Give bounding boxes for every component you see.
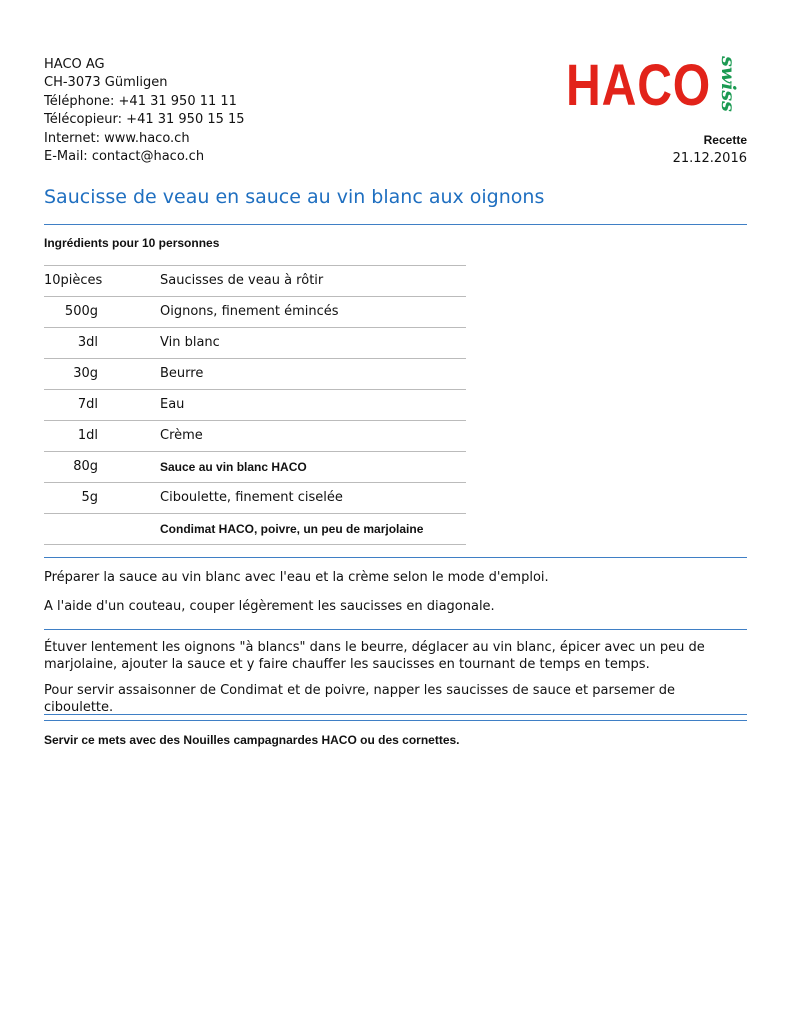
ingredient-name: Condimat HACO, poivre, un peu de marjolaine (160, 522, 424, 536)
ingredient-quantity: 5g (81, 490, 98, 505)
ingredient-quantity: 1dl (77, 428, 98, 443)
company-fax: Télécopieur: +41 31 950 15 15 (44, 112, 245, 128)
step-paragraph-2: A l'aide d'un couteau, couper légèrement les saucisses en diagonale. (44, 599, 495, 614)
ingredient-row (44, 359, 466, 390)
step-paragraph-1: Préparer la sauce au vin blanc avec l'eau et la crème selon le mode d'emploi. (44, 570, 549, 585)
ingredient-name: Oignons, finement émincés (160, 304, 339, 319)
company-name: HACO AG (44, 57, 105, 72)
ingredient-quantity: 3dl (77, 335, 98, 350)
logo-wordmark: HACO (566, 53, 712, 118)
ingredient-name: Beurre (160, 366, 204, 381)
ingredient-row (44, 452, 466, 483)
haco-logo (566, 55, 752, 117)
ingredient-name: Vin blanc (160, 335, 220, 350)
ingredient-quantity: 500g (64, 304, 98, 319)
ingredient-quantity: 80g (73, 459, 98, 474)
ingredients-table (44, 265, 466, 545)
ingredient-row (44, 483, 466, 514)
ingredient-quantity: 7dl (77, 397, 98, 412)
ingredient-quantity: 10pièces (44, 273, 103, 288)
ingredients-divider (44, 557, 747, 558)
ingredient-row (44, 421, 466, 452)
ingredients-heading: Ingrédients pour 10 personnes (44, 236, 220, 250)
serving-note: Servir ce mets avec des Nouilles campagnardes HACO ou des cornettes. (44, 733, 460, 747)
logo-swiss-tagline: swiss (717, 56, 739, 112)
document-type: Recette (703, 133, 747, 147)
ingredient-name: Ciboulette, finement ciselée (160, 490, 343, 505)
title-divider (44, 224, 747, 225)
company-address: CH-3073 Gümligen (44, 75, 168, 91)
company-email: E-Mail: contact@haco.ch (44, 149, 205, 165)
ingredient-name: Saucisses de veau à rôtir (160, 273, 324, 288)
ingredient-name: Crème (160, 428, 203, 443)
ingredient-name: Sauce au vin blanc HACO (160, 460, 307, 474)
ingredient-name: Eau (160, 397, 185, 412)
serving-divider-bottom (44, 720, 747, 721)
step-paragraph-4: Pour servir assaisonner de Condimat et de poivre, napper les saucisses de sauce et parsemer de ciboulette. (44, 683, 676, 715)
recipe-title: Saucisse de veau en sauce au vin blanc aux oignons (44, 186, 545, 208)
ingredient-row (44, 514, 466, 545)
steps-divider (44, 629, 747, 630)
serving-divider-top (44, 714, 747, 715)
step-paragraph-3: Étuver lentement les oignons "à blancs" dans le beurre, déglacer au vin blanc, épicer avec un peu de marjolaine, ajouter la sauce et y faire chauffer les saucisses en tournant de temps en temps. (44, 640, 705, 672)
company-phone: Téléphone: +41 31 950 11 11 (44, 93, 237, 109)
ingredient-row (44, 390, 466, 421)
document-date: 21.12.2016 (672, 151, 747, 166)
ingredient-quantity: 30g (73, 366, 98, 381)
ingredient-row (44, 266, 466, 297)
company-address-block (44, 56, 245, 166)
ingredient-row (44, 328, 466, 359)
ingredient-row (44, 297, 466, 328)
company-website: Internet: www.haco.ch (44, 130, 190, 146)
